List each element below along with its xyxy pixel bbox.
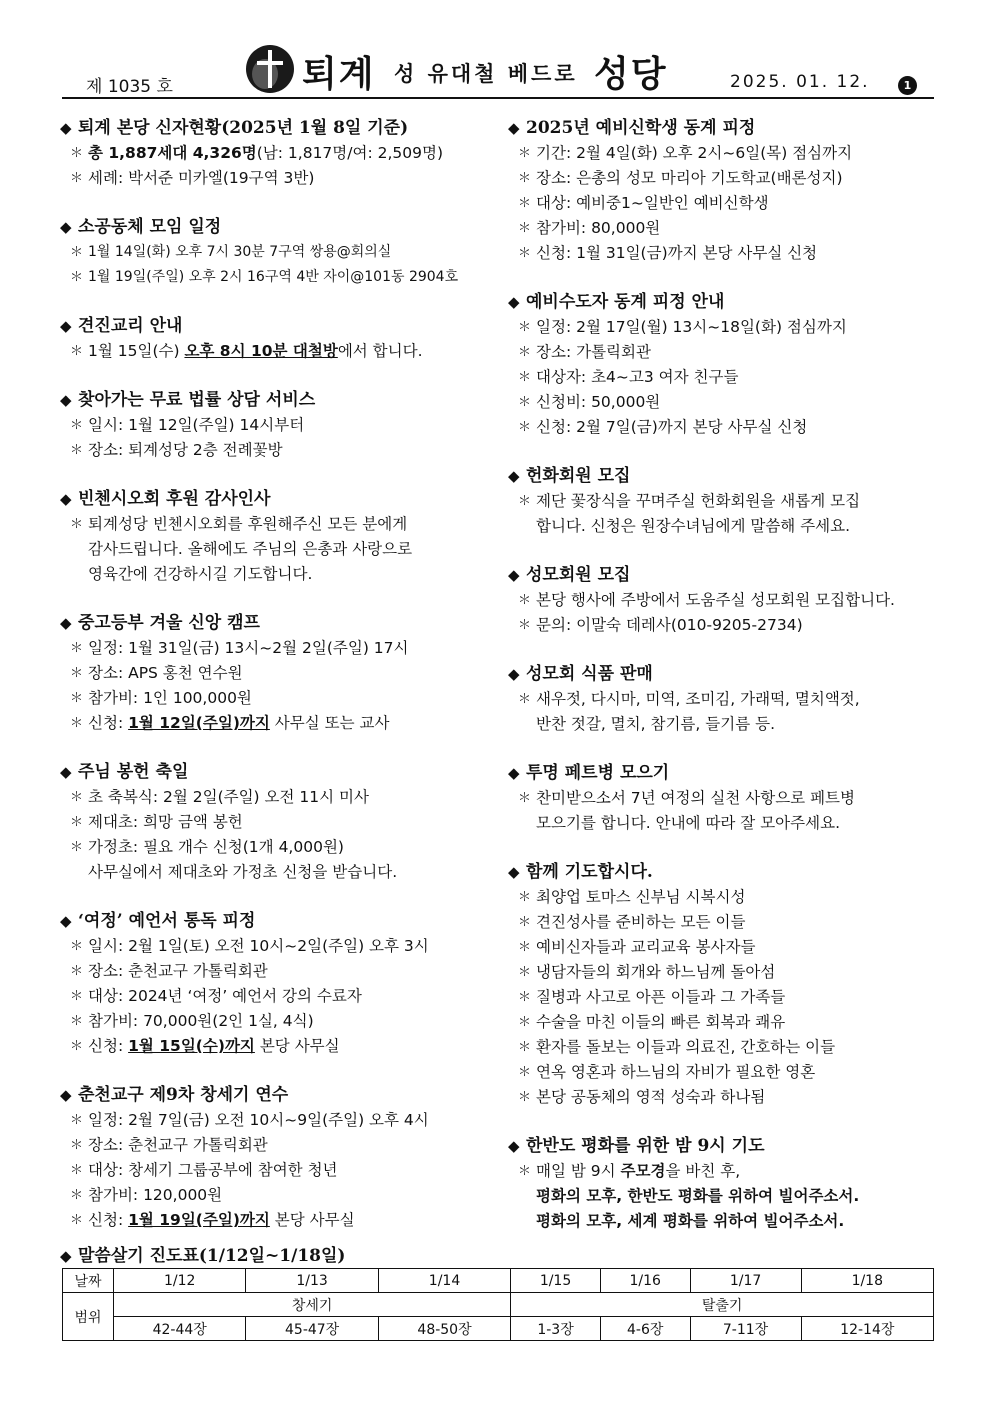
chapter-cell: 42-44장 [114, 1317, 246, 1341]
section-title [508, 563, 938, 588]
range-label: 범위 [63, 1293, 114, 1341]
date-cell: 1/13 [246, 1269, 378, 1293]
title-sub: 성 유대철 베드로 [394, 61, 578, 86]
item-text: 일시: 1월 12일(주일) 14시부터 [88, 416, 305, 434]
chapter-cell: 12-14장 [801, 1317, 933, 1341]
asterisk-bullet-icon: ＊ [518, 146, 532, 161]
item-bold: 총 1,887세대 4,326명 [88, 144, 257, 162]
notice-section [60, 487, 490, 587]
asterisk-bullet-icon: ＊ [70, 517, 84, 532]
asterisk-bullet-icon: ＊ [70, 815, 84, 830]
diamond-bullet-icon: ◆ [60, 763, 72, 781]
item-text: 사무실에서 제대초와 가정초 신청을 받습니다. [88, 863, 398, 881]
item-text: 참가비: 80,000원 [536, 219, 661, 237]
section-title-text: 견진교리 안내 [78, 316, 183, 336]
notice-item [60, 785, 490, 810]
notice-item [508, 910, 938, 935]
section-title [60, 487, 490, 512]
item-text: 문의: 이말숙 데레사(010-9205-2734) [536, 616, 803, 634]
book-row [63, 1293, 934, 1317]
item-text: 대상: 2024년 ‘여정’ 예언서 강의 수료자 [88, 987, 362, 1005]
chapter-cell: 1-3장 [511, 1317, 601, 1341]
notice-item [508, 712, 938, 737]
asterisk-bullet-icon: ＊ [70, 691, 84, 706]
item-text: 신청: 2월 7일(금)까지 본당 사무실 신청 [536, 418, 808, 436]
section-title [60, 1083, 490, 1108]
item-text: 감사드립니다. 올해에도 주님의 은총과 사랑으로 [88, 540, 413, 558]
item-pre: 1월 15일(수) [88, 342, 185, 360]
section-title [508, 290, 938, 315]
section-title [508, 116, 938, 141]
item-post: 을 바친 후, [665, 1162, 741, 1180]
item-text: 일정: 2월 7일(금) 오전 10시~9일(주일) 오후 4시 [88, 1111, 429, 1129]
item-bold: 평화의 모후, 한반도 평화를 위하여 빌어주소서. [536, 1187, 860, 1205]
item-text: 본당 공동체의 영적 성숙과 하나됨 [536, 1088, 766, 1106]
item-text: 질병과 사고로 아픈 이들과 그 가족들 [536, 988, 786, 1006]
item-text: 제단 꽃장식을 꾸며주실 헌화회원을 새롭게 모집 [536, 492, 861, 510]
notice-item [508, 1010, 938, 1035]
notice-item [508, 1085, 938, 1110]
item-text: 일정: 1월 31일(금) 13시~2월 2일(주일) 17시 [88, 639, 409, 657]
notice-item [508, 811, 938, 836]
asterisk-bullet-icon: ＊ [70, 418, 84, 433]
notice-section [508, 464, 938, 539]
notice-item [60, 1158, 490, 1183]
asterisk-bullet-icon: ＊ [518, 420, 532, 435]
notice-section [60, 388, 490, 463]
section-title [60, 388, 490, 413]
section-title-text: ‘여정’ 예언서 통독 피정 [78, 911, 256, 931]
date-row [63, 1269, 934, 1293]
item-pre: 신청: [88, 1211, 129, 1229]
diamond-bullet-icon: ◆ [60, 218, 72, 236]
notice-item [508, 786, 938, 811]
notice-item [60, 1034, 490, 1059]
item-text: 장소: 춘천교구 가톨릭회관 [88, 962, 268, 980]
notice-item [60, 1208, 490, 1233]
item-underline: 1월 12일(주일)까지 [128, 714, 270, 732]
section-title [60, 909, 490, 934]
right-column [508, 116, 938, 1258]
notice-item [508, 141, 938, 166]
diamond-bullet-icon: ◆ [508, 863, 520, 881]
diamond-bullet-icon: ◆ [60, 317, 72, 335]
item-text: 모으기를 합니다. 안내에 따라 잘 모아주세요. [536, 814, 841, 832]
asterisk-bullet-icon: ＊ [518, 890, 532, 905]
item-text: 대상: 창세기 그룹공부에 참여한 청년 [88, 1161, 338, 1179]
asterisk-bullet-icon: ＊ [70, 840, 84, 855]
asterisk-bullet-icon: ＊ [518, 990, 532, 1005]
asterisk-bullet-icon: ＊ [518, 345, 532, 360]
asterisk-bullet-icon: ＊ [70, 716, 84, 731]
item-post: 사무실 또는 교사 [269, 714, 390, 732]
diamond-bullet-icon: ◆ [60, 912, 72, 930]
notice-item [508, 166, 938, 191]
diamond-bullet-icon: ◆ [508, 665, 520, 683]
asterisk-bullet-icon: ＊ [518, 940, 532, 955]
asterisk-bullet-icon: ＊ [70, 171, 84, 186]
cross-logo-icon [245, 44, 295, 94]
left-column [60, 116, 490, 1257]
section-title-text: 성모회원 모집 [526, 565, 631, 585]
section-title-text: 찾아가는 무료 법률 상담 서비스 [78, 390, 316, 410]
diamond-bullet-icon: ◆ [508, 1137, 520, 1155]
asterisk-bullet-icon: ＊ [70, 1138, 84, 1153]
section-title [60, 760, 490, 785]
asterisk-bullet-icon: ＊ [518, 395, 532, 410]
item-text: 합니다. 신청은 원장수녀님에게 말씀해 주세요. [536, 517, 851, 535]
asterisk-bullet-icon: ＊ [70, 641, 84, 656]
item-post: 본당 사무실 [269, 1211, 355, 1229]
page-marker: 1 [898, 76, 917, 95]
asterisk-bullet-icon: ＊ [70, 1113, 84, 1128]
notice-item [60, 438, 490, 463]
item-text: 연옥 영혼과 하느님의 자비가 필요한 영혼 [536, 1063, 816, 1081]
date-cell: 1/15 [511, 1269, 601, 1293]
asterisk-bullet-icon: ＊ [518, 370, 532, 385]
notice-item [508, 885, 938, 910]
notice-item [60, 686, 490, 711]
chapter-row [63, 1317, 934, 1341]
section-title [508, 1134, 938, 1159]
date-cell: 1/14 [378, 1269, 510, 1293]
notice-item [508, 1184, 938, 1209]
book-cell: 탈출기 [511, 1293, 934, 1317]
item-text: 장소: APS 홍천 연수원 [88, 664, 243, 682]
notice-section [60, 215, 490, 290]
notice-item [508, 935, 938, 960]
item-text: 최양업 토마스 신부님 시복시성 [536, 888, 746, 906]
date-cell: 1/17 [690, 1269, 801, 1293]
notice-section [60, 314, 490, 364]
diamond-bullet-icon: ◆ [508, 764, 520, 782]
notice-item [508, 340, 938, 365]
section-title-text: 2025년 예비신학생 동계 피정 [526, 118, 756, 138]
asterisk-bullet-icon: ＊ [70, 1188, 84, 1203]
header-divider [62, 97, 934, 99]
notice-item [508, 390, 938, 415]
asterisk-bullet-icon: ＊ [70, 245, 84, 260]
asterisk-bullet-icon: ＊ [70, 1213, 84, 1228]
item-text: 냉담자들의 회개와 하느님께 돌아섬 [536, 963, 776, 981]
notice-section [508, 860, 938, 1110]
item-post: 본당 사무실 [254, 1037, 340, 1055]
diamond-bullet-icon: ◆ [508, 467, 520, 485]
notice-section [508, 116, 938, 266]
section-title-text: 성모회 식품 판매 [526, 664, 653, 684]
asterisk-bullet-icon: ＊ [518, 494, 532, 509]
item-text: 장소: 가톨릭회관 [536, 343, 651, 361]
notice-item [508, 415, 938, 440]
asterisk-bullet-icon: ＊ [70, 344, 84, 359]
asterisk-bullet-icon: ＊ [518, 593, 532, 608]
notice-item [60, 1009, 490, 1034]
section-title-text: 춘천교구 제9차 창세기 연수 [78, 1085, 289, 1105]
diamond-bullet-icon: ◆ [60, 490, 72, 508]
item-text: 환자를 돌보는 이들과 의료진, 간호하는 이들 [536, 1038, 836, 1056]
item-text: 일시: 2월 1일(토) 오전 10시~2일(주일) 오후 3시 [88, 937, 429, 955]
section-title [60, 314, 490, 339]
section-title-text: 빈첸시오회 후원 감사인사 [78, 489, 271, 509]
section-title [508, 464, 938, 489]
section-title-text: 헌화회원 모집 [526, 466, 631, 486]
notice-item [60, 512, 490, 537]
item-text: 기간: 2월 4일(화) 오후 2시~6일(목) 점심까지 [536, 144, 853, 162]
date-cell: 1/18 [801, 1269, 933, 1293]
date-cell: 1/16 [600, 1269, 690, 1293]
section-title [508, 662, 938, 687]
item-text: 새우젓, 다시마, 미역, 조미김, 가래떡, 멸치액젓, [536, 690, 860, 708]
asterisk-bullet-icon: ＊ [70, 1163, 84, 1178]
book-cell: 창세기 [114, 1293, 511, 1317]
notice-section [60, 1083, 490, 1233]
item-text: 참가비: 1인 100,000원 [88, 689, 252, 707]
asterisk-bullet-icon: ＊ [518, 1065, 532, 1080]
notice-item [60, 959, 490, 984]
notice-item [508, 315, 938, 340]
item-text: 견진성사를 준비하는 모든 이들 [536, 913, 746, 931]
notice-item [508, 687, 938, 712]
asterisk-bullet-icon: ＊ [518, 692, 532, 707]
notice-item [508, 613, 938, 638]
asterisk-bullet-icon: ＊ [70, 989, 84, 1004]
item-text: 수술을 마친 이들의 빠른 회복과 쾌유 [536, 1013, 786, 1031]
notice-item [60, 661, 490, 686]
asterisk-bullet-icon: ＊ [518, 965, 532, 980]
section-title [508, 761, 938, 786]
notice-item [60, 240, 490, 265]
notice-section [508, 662, 938, 737]
asterisk-bullet-icon: ＊ [518, 1164, 532, 1179]
notice-section [508, 563, 938, 638]
notice-item [60, 835, 490, 860]
section-title-text: 퇴계 본당 신자현황(2025년 1월 8일 기준) [78, 118, 409, 138]
notice-item [508, 1159, 938, 1184]
item-text: 세례: 박서준 미카엘(19구역 3반) [88, 169, 315, 187]
notice-item [60, 810, 490, 835]
item-text: 장소: 춘천교구 가톨릭회관 [88, 1136, 268, 1154]
item-text: 1월 14일(화) 오후 7시 30분 7구역 쌍용@회의실 [88, 244, 392, 260]
asterisk-bullet-icon: ＊ [518, 246, 532, 261]
asterisk-bullet-icon: ＊ [70, 270, 84, 285]
item-post: 에서 합니다. [337, 342, 423, 360]
notice-section [60, 611, 490, 736]
notice-item [60, 711, 490, 736]
asterisk-bullet-icon: ＊ [518, 320, 532, 335]
asterisk-bullet-icon: ＊ [518, 791, 532, 806]
section-title-text: 함께 기도합시다. [526, 862, 653, 882]
item-underline: 1월 19일(주일)까지 [128, 1211, 270, 1229]
item-text: 장소: 퇴계성당 2층 전례꽃방 [88, 441, 283, 459]
item-text: 대상자: 초4~고3 여자 친구들 [536, 368, 739, 386]
notice-item [508, 241, 938, 266]
item-text: 신청: 1월 31일(금)까지 본당 사무실 신청 [536, 244, 818, 262]
notice-item [508, 1035, 938, 1060]
diamond-bullet-icon: ◆ [508, 293, 520, 311]
item-text: 예비신자들과 교리교육 봉사자들 [536, 938, 756, 956]
notice-item [508, 514, 938, 539]
chapter-cell: 45-47장 [246, 1317, 378, 1341]
item-text: (남: 1,817명/여: 2,509명) [256, 144, 444, 162]
asterisk-bullet-icon: ＊ [70, 1039, 84, 1054]
item-underline: 1월 15일(수)까지 [128, 1037, 255, 1055]
notice-section [60, 116, 490, 191]
item-text: 초 축복식: 2월 2일(주일) 오전 11시 미사 [88, 788, 369, 806]
section-title-text: 한반도 평화를 위한 밤 9시 기도 [526, 1136, 765, 1156]
asterisk-bullet-icon: ＊ [518, 915, 532, 930]
notice-item [508, 1060, 938, 1085]
asterisk-bullet-icon: ＊ [518, 221, 532, 236]
notice-item [508, 191, 938, 216]
item-text: 참가비: 120,000원 [88, 1186, 223, 1204]
item-text: 1월 19일(주일) 오후 2시 16구역 4반 자이@101동 2904호 [88, 269, 459, 285]
reading-table [62, 1268, 934, 1341]
diamond-bullet-icon: ◆ [60, 391, 72, 409]
item-text: 반찬 젓갈, 멸치, 참기름, 들기름 등. [536, 715, 775, 733]
asterisk-bullet-icon: ＊ [518, 196, 532, 211]
asterisk-bullet-icon: ＊ [70, 939, 84, 954]
item-text: 제대초: 희망 금액 봉헌 [88, 813, 243, 831]
notice-item [508, 365, 938, 390]
diamond-bullet-icon: ◆ [60, 614, 72, 632]
asterisk-bullet-icon: ＊ [70, 146, 84, 161]
section-title-text: 소공동체 모임 일정 [78, 217, 222, 237]
item-text: 찬미받으소서 7년 여정의 실천 사항으로 페트병 [536, 789, 855, 807]
item-pre: 매일 밤 9시 [536, 1162, 621, 1180]
notice-item [60, 860, 490, 885]
item-text: 가정초: 필요 개수 신청(1개 4,000원) [88, 838, 344, 856]
asterisk-bullet-icon: ＊ [518, 1090, 532, 1105]
notice-item [508, 588, 938, 613]
issue-date: 2025. 01. 12. [730, 72, 870, 92]
notice-section [60, 760, 490, 885]
asterisk-bullet-icon: ＊ [518, 618, 532, 633]
notice-item [508, 985, 938, 1010]
notice-item [508, 216, 938, 241]
notice-item [60, 413, 490, 438]
item-text: 퇴계성당 빈첸시오회를 후원해주신 모든 분에게 [88, 515, 408, 533]
section-title-text: 주님 봉헌 축일 [78, 762, 189, 782]
item-underline: 오후 8시 10분 대철방 [184, 342, 338, 360]
section-title [60, 116, 490, 141]
diamond-bullet-icon: ◆ [508, 119, 520, 137]
item-pre: 신청: [88, 714, 129, 732]
notice-item [508, 960, 938, 985]
asterisk-bullet-icon: ＊ [70, 443, 84, 458]
asterisk-bullet-icon: ＊ [70, 790, 84, 805]
title-main: 퇴계 [302, 53, 376, 95]
asterisk-bullet-icon: ＊ [70, 964, 84, 979]
item-bold: 평화의 모후, 세계 평화를 위하여 빌어주소서. [536, 1212, 845, 1230]
diamond-bullet-icon: ◆ [60, 1086, 72, 1104]
item-pre: 신청: [88, 1037, 129, 1055]
chapter-cell: 4-6장 [600, 1317, 690, 1341]
notice-section [508, 761, 938, 836]
asterisk-bullet-icon: ＊ [70, 1014, 84, 1029]
item-text: 장소: 은총의 성모 마리아 기도학교(배론성지) [536, 169, 843, 187]
section-title [508, 860, 938, 885]
diamond-bullet-icon: ◆ [60, 119, 72, 137]
item-text: 일정: 2월 17일(월) 13시~18일(화) 점심까지 [536, 318, 847, 336]
item-text: 본당 행사에 주방에서 도움주실 성모회원 모집합니다. [536, 591, 895, 609]
date-label: 날짜 [63, 1269, 114, 1293]
diamond-bullet-icon: ◆ [60, 1247, 72, 1265]
bulletin-header [62, 40, 934, 98]
notice-item [60, 636, 490, 661]
asterisk-bullet-icon: ＊ [518, 1015, 532, 1030]
asterisk-bullet-icon: ＊ [518, 171, 532, 186]
notice-section [60, 909, 490, 1059]
notice-item [508, 489, 938, 514]
notice-section [508, 1134, 938, 1234]
item-bold: 주모경 [620, 1162, 666, 1180]
notice-item [60, 339, 490, 364]
notice-item [60, 537, 490, 562]
notice-item [60, 1183, 490, 1208]
date-cell: 1/12 [114, 1269, 246, 1293]
section-title [60, 215, 490, 240]
notice-item [60, 984, 490, 1009]
notice-item [60, 141, 490, 166]
chapter-cell: 7-11장 [690, 1317, 801, 1341]
item-text: 신청비: 50,000원 [536, 393, 661, 411]
section-title-text: 투명 페트병 모으기 [526, 763, 670, 783]
item-text: 참가비: 70,000원(2인 1실, 4식) [88, 1012, 314, 1030]
item-text: 대상: 예비중1~일반인 예비신학생 [536, 194, 769, 212]
notice-item [60, 1108, 490, 1133]
issue-number: 제 1035 호 [86, 77, 173, 97]
notice-item [60, 265, 490, 290]
title-end: 성당 [594, 53, 668, 95]
notice-item [60, 934, 490, 959]
asterisk-bullet-icon: ＊ [70, 666, 84, 681]
diamond-bullet-icon: ◆ [508, 566, 520, 584]
notice-section [508, 290, 938, 440]
notice-item [60, 166, 490, 191]
notice-item [60, 562, 490, 587]
section-title-text: 중고등부 겨울 신앙 캠프 [78, 613, 260, 633]
item-text: 영육간에 건강하시길 기도합니다. [88, 565, 313, 583]
chapter-cell: 48-50장 [378, 1317, 510, 1341]
section-title [60, 611, 490, 636]
section-title-text: 예비수도자 동계 피정 안내 [526, 292, 725, 312]
notice-item [508, 1209, 938, 1234]
asterisk-bullet-icon: ＊ [518, 1040, 532, 1055]
bible-reading-schedule [60, 1244, 935, 1341]
reading-title: ◆ 말씀살기 진도표(1/12일~1/18일) [60, 1246, 346, 1266]
notice-item [60, 1133, 490, 1158]
